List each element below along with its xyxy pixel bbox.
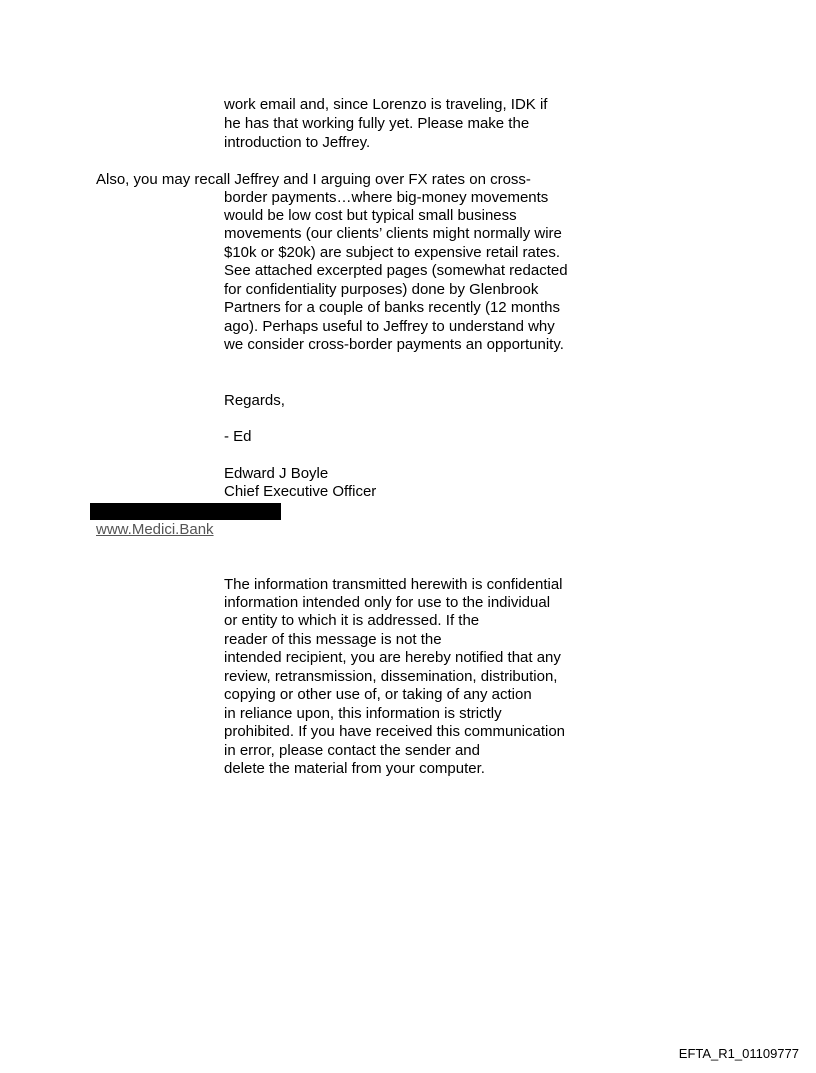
disclaimer-line: in reliance upon, this information is strictly [224, 705, 502, 722]
disclaimer-line: intended recipient, you are hereby notified that any [224, 649, 561, 666]
paragraph-line: movements (our clients’ clients might normally wire [224, 225, 562, 242]
signature-title: Chief Executive Officer [224, 483, 377, 500]
disclaimer-line: in error, please contact the sender and [224, 742, 480, 759]
disclaimer-line: review, retransmission, dissemination, distribution, [224, 668, 558, 685]
disclaimer-line: reader of this message is not the [224, 631, 442, 648]
closing-text: Regards, [224, 392, 285, 409]
intro-line: introduction to Jeffrey. [224, 134, 371, 151]
paragraph-first-line: Also, you may recall Jeffrey and I arguing over FX rates on cross- [96, 171, 531, 188]
disclaimer-line: prohibited. If you have received this communication [224, 723, 566, 740]
paragraph-line: ago). Perhaps useful to Jeffrey to understand why [224, 318, 555, 335]
redaction-bar [90, 503, 281, 520]
paragraph-line: Partners for a couple of banks recently (12 months [224, 299, 561, 316]
paragraph-line: would be low cost but typical small business [224, 207, 517, 224]
paragraph-line: border payments…where big-money movements [224, 189, 549, 206]
paragraph-line: for confidentiality purposes) done by Glenbrook [224, 281, 539, 298]
sign-off: - Ed [224, 428, 252, 445]
signature-name: Edward J Boyle [224, 465, 329, 482]
website-link[interactable]: www.Medici.Bank [96, 521, 214, 538]
intro-line: he has that working fully yet. Please make the [224, 115, 530, 132]
paragraph-line: $10k or $20k) are subject to expensive retail rates. [224, 244, 561, 261]
disclaimer-line: information intended only for use to the individual [224, 594, 551, 611]
disclaimer-line: The information transmitted herewith is confidential [224, 576, 563, 593]
document-id: EFTA_R1_01109777 [678, 1046, 799, 1061]
intro-line: work email and, since Lorenzo is traveling, IDK if [224, 96, 548, 113]
disclaimer-line: or entity to which it is addressed. If the [224, 612, 480, 629]
paragraph-line: See attached excerpted pages (somewhat redacted [224, 262, 568, 279]
paragraph-line: we consider cross-border payments an opportunity. [224, 336, 564, 353]
disclaimer-line: copying or other use of, or taking of any action [224, 686, 532, 703]
disclaimer-line: delete the material from your computer. [224, 760, 485, 777]
